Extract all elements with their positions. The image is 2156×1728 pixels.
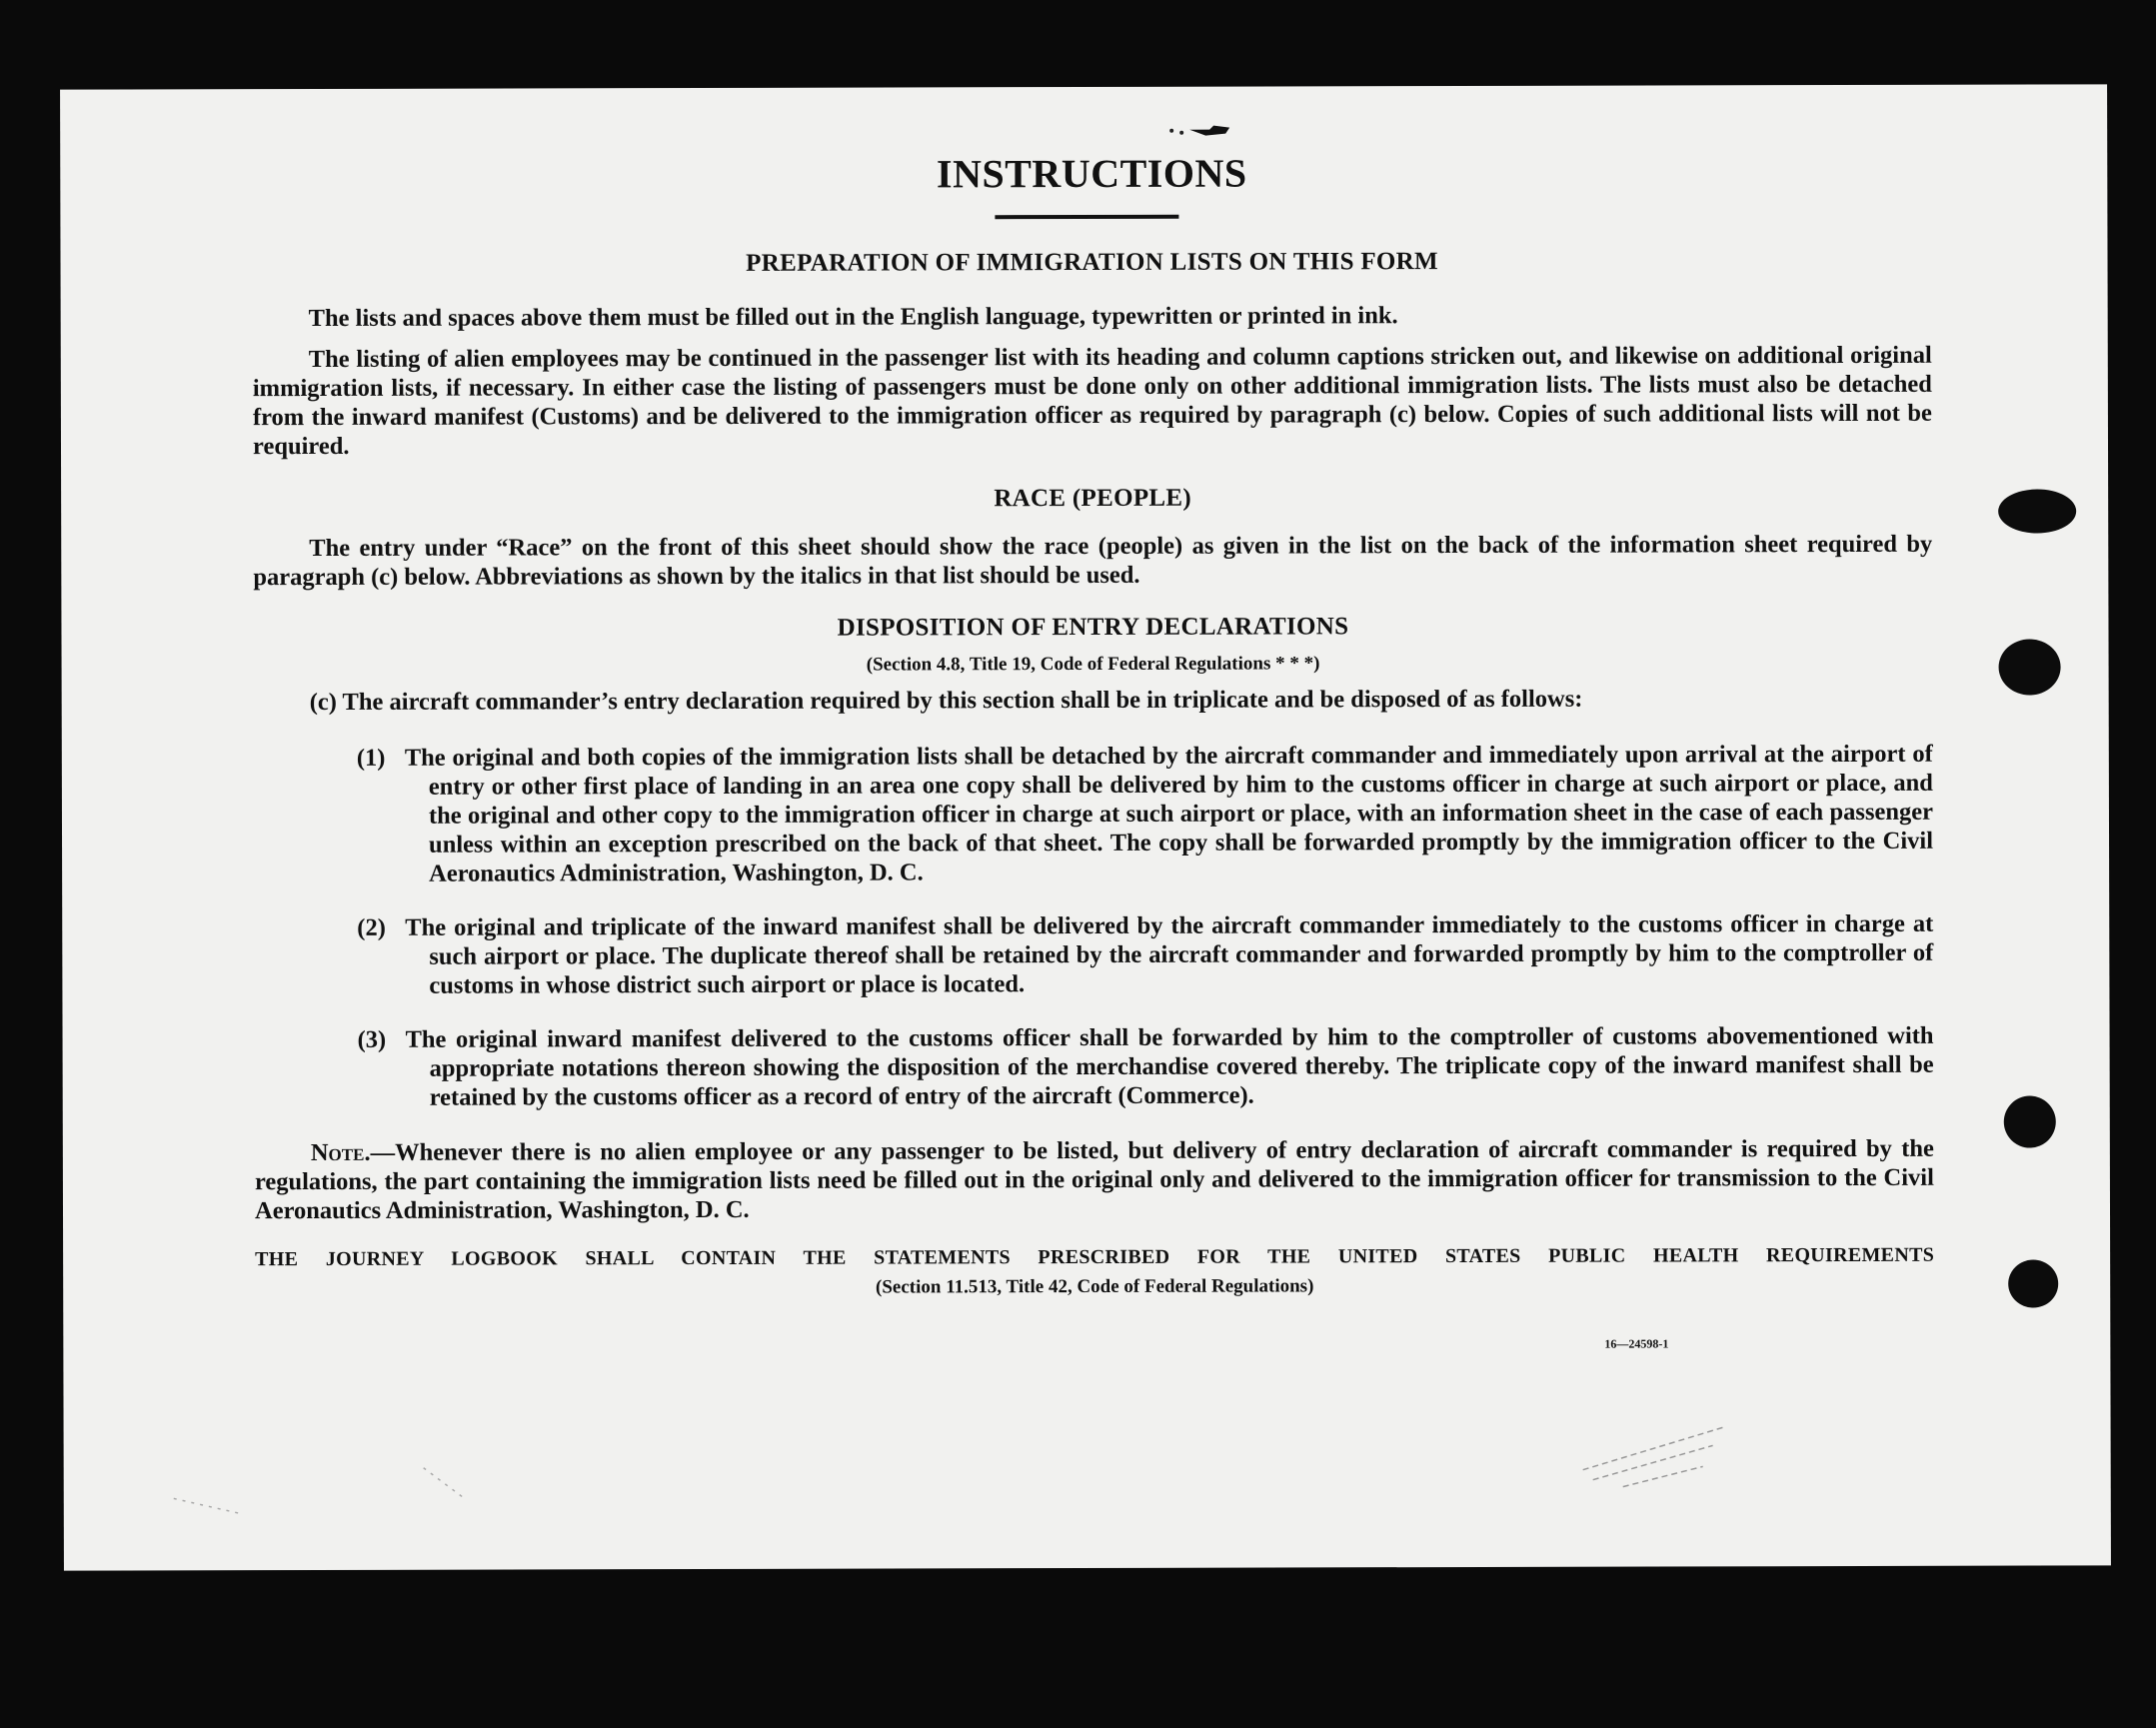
ink-smudge: [1189, 126, 1229, 136]
document-content: [252, 85, 1935, 1351]
document-page: [60, 84, 2111, 1570]
item-text: The original and both copies of the immigration lists shall be detached by the aircraft commander and immediately upon arrival at the airport of entry or other first place of landing in an area one copy shall be delivered by him to the customs officer in charge at such airport or place, and the original and other copy to the immigration officer in charge at such airport or place, with an information sheet in the case of each passenger unless within an exception prescribed on the back of that sheet. The copy shall be forwarded promptly by the immigration officer to the Civil Aeronautics Administration, Washington, D. C.: [404, 740, 1934, 887]
punch-hole: [2008, 1259, 2058, 1307]
ink-speck: [1179, 131, 1183, 135]
item-number: (1): [356, 744, 386, 772]
disposition-item-2: [357, 909, 1933, 1000]
clause-c: (c) The aircraft commander’s entry declaration required by this section shall be in triplicate and be disposed of as follows:: [309, 685, 1583, 717]
punch-hole: [1998, 489, 2076, 533]
preparation-paragraph-2: The listing of alien employees may be continued in the passenger list with its heading and column captions stricken out, and likewise on additional original immigration lists, if necessary. In either case the listing of passengers must be done only on other additional immigration lists. The lists must also be detached from the inward manifest (Customs) and be delivered to the immigration officer as required by paragraph (c) below. Copies of such additional lists will not be required.: [252, 341, 1932, 461]
form-number: 16—24598-1: [1604, 1336, 1669, 1351]
race-paragraph: The entry under “Race” on the front of this sheet should show the race (people) as given in the list on the back of the information sheet required by paragraph (c) below. Abbreviations as shown by the italics in that list should be used.: [253, 530, 1933, 592]
preparation-paragraph-1: The lists and spaces above them must be filled out in the English language, typewritten or printed in ink.: [308, 302, 1398, 333]
punch-hole: [2004, 1095, 2056, 1147]
disposition-heading: DISPOSITION OF ENTRY DECLARATIONS: [837, 613, 1349, 642]
punch-hole: [1999, 639, 2061, 695]
note-paragraph: [255, 1134, 1934, 1225]
disposition-item-3: [358, 1021, 1934, 1112]
disposition-citation: (Section 4.8, Title 19, Code of Federal Regulations * * *): [866, 653, 1320, 676]
logbook-citation: (Section 11.513, Title 42, Code of Federal Regulations): [875, 1275, 1314, 1298]
note-label: Note.: [310, 1138, 371, 1167]
faint-marks: [174, 1468, 464, 1515]
logbook-statement: THE JOURNEY LOGBOOK SHALL CONTAIN THE STATEMENTS PRESCRIBED FOR THE UNITED STATES PUBLIC HEALTH REQUIREMENTS: [255, 1243, 1935, 1271]
item-number: (3): [357, 1025, 387, 1053]
title-underline: [995, 215, 1178, 219]
note-text: —Whenever there is no alien employee or any passenger to be listed, but delivery of entry declaration of aircraft commander is required by the regulations, the part containing the immigration lists need be filled out in the original only and delivered to the immigration officer for transmission to the Civil Aeronautics Administration, Washington, D. C.: [254, 1134, 1934, 1225]
preparation-heading: PREPARATION OF IMMIGRATION LISTS ON THIS FORM: [746, 248, 1438, 277]
pencil-marks: [1583, 1427, 1723, 1486]
item-number: (2): [357, 913, 386, 941]
race-heading: RACE (PEOPLE): [994, 484, 1192, 513]
item-text: The original inward manifest delivered to the customs officer shall be forwarded by him to the comptroller of customs abovementioned with appropriate notations thereon showing the disposition of the merchandise covered thereby. The triplicate copy of the inward manifest shall be retained by the customs officer as a record of entry of the aircraft (Commerce).: [405, 1021, 1934, 1111]
item-text: The original and triplicate of the inward manifest shall be delivered by the aircraft commander immediately to the customs officer in charge at such airport or place. The duplicate thereof shall be retained by the aircraft commander and forwarded promptly by him to the comptroller of customs in whose district such airport or place is located.: [405, 909, 1934, 999]
ink-speck: [1169, 129, 1173, 133]
document-title: INSTRUCTIONS: [936, 150, 1247, 197]
disposition-item-1: [357, 740, 1933, 888]
